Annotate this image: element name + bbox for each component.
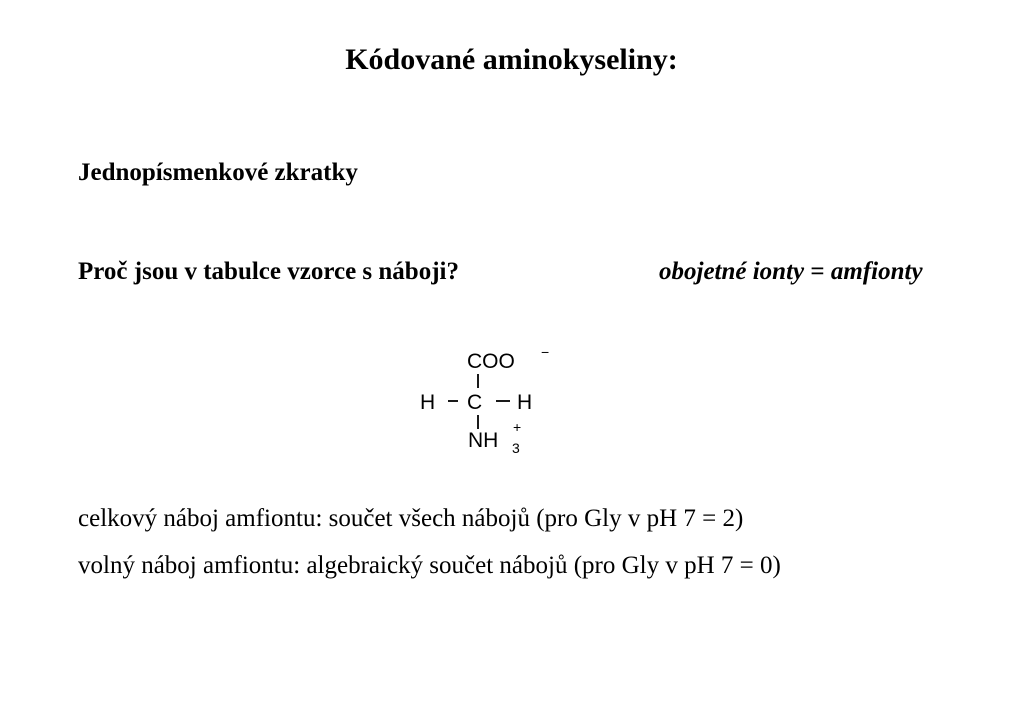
formula-amino-subscript: 3 bbox=[512, 440, 520, 456]
total-charge-line: celkový náboj amfiontu: součet všech nábojů (pro Gly v pH 7 = 2) bbox=[78, 505, 744, 532]
answer-term-amphion: amfionty bbox=[830, 258, 923, 285]
answer-term-zwitterion: obojetné ionty bbox=[659, 258, 805, 285]
slide-title: Kódované aminokyseliny: bbox=[345, 43, 678, 76]
glycine-zwitterion-formula bbox=[410, 340, 570, 460]
formula-hydrogen-right: H bbox=[517, 391, 533, 414]
net-charge-line: volný náboj amfiontu: algebraický součet nábojů (pro Gly v pH 7 = 0) bbox=[78, 552, 781, 579]
formula-coo-charge: − bbox=[541, 344, 550, 360]
question-text: Proč jsou v tabulce vzorce s náboji? bbox=[78, 258, 459, 285]
formula-amino-charge: + bbox=[513, 419, 522, 435]
formula-coo-group: COO bbox=[467, 350, 515, 373]
subheading: Jednopísmenkové zkratky bbox=[78, 159, 358, 186]
answer-equals: = bbox=[810, 258, 825, 285]
formula-carbon: C bbox=[467, 391, 483, 414]
formula-hydrogen-left: H bbox=[420, 391, 436, 414]
answer-text bbox=[659, 255, 923, 289]
formula-amino-group: NH bbox=[468, 429, 499, 452]
